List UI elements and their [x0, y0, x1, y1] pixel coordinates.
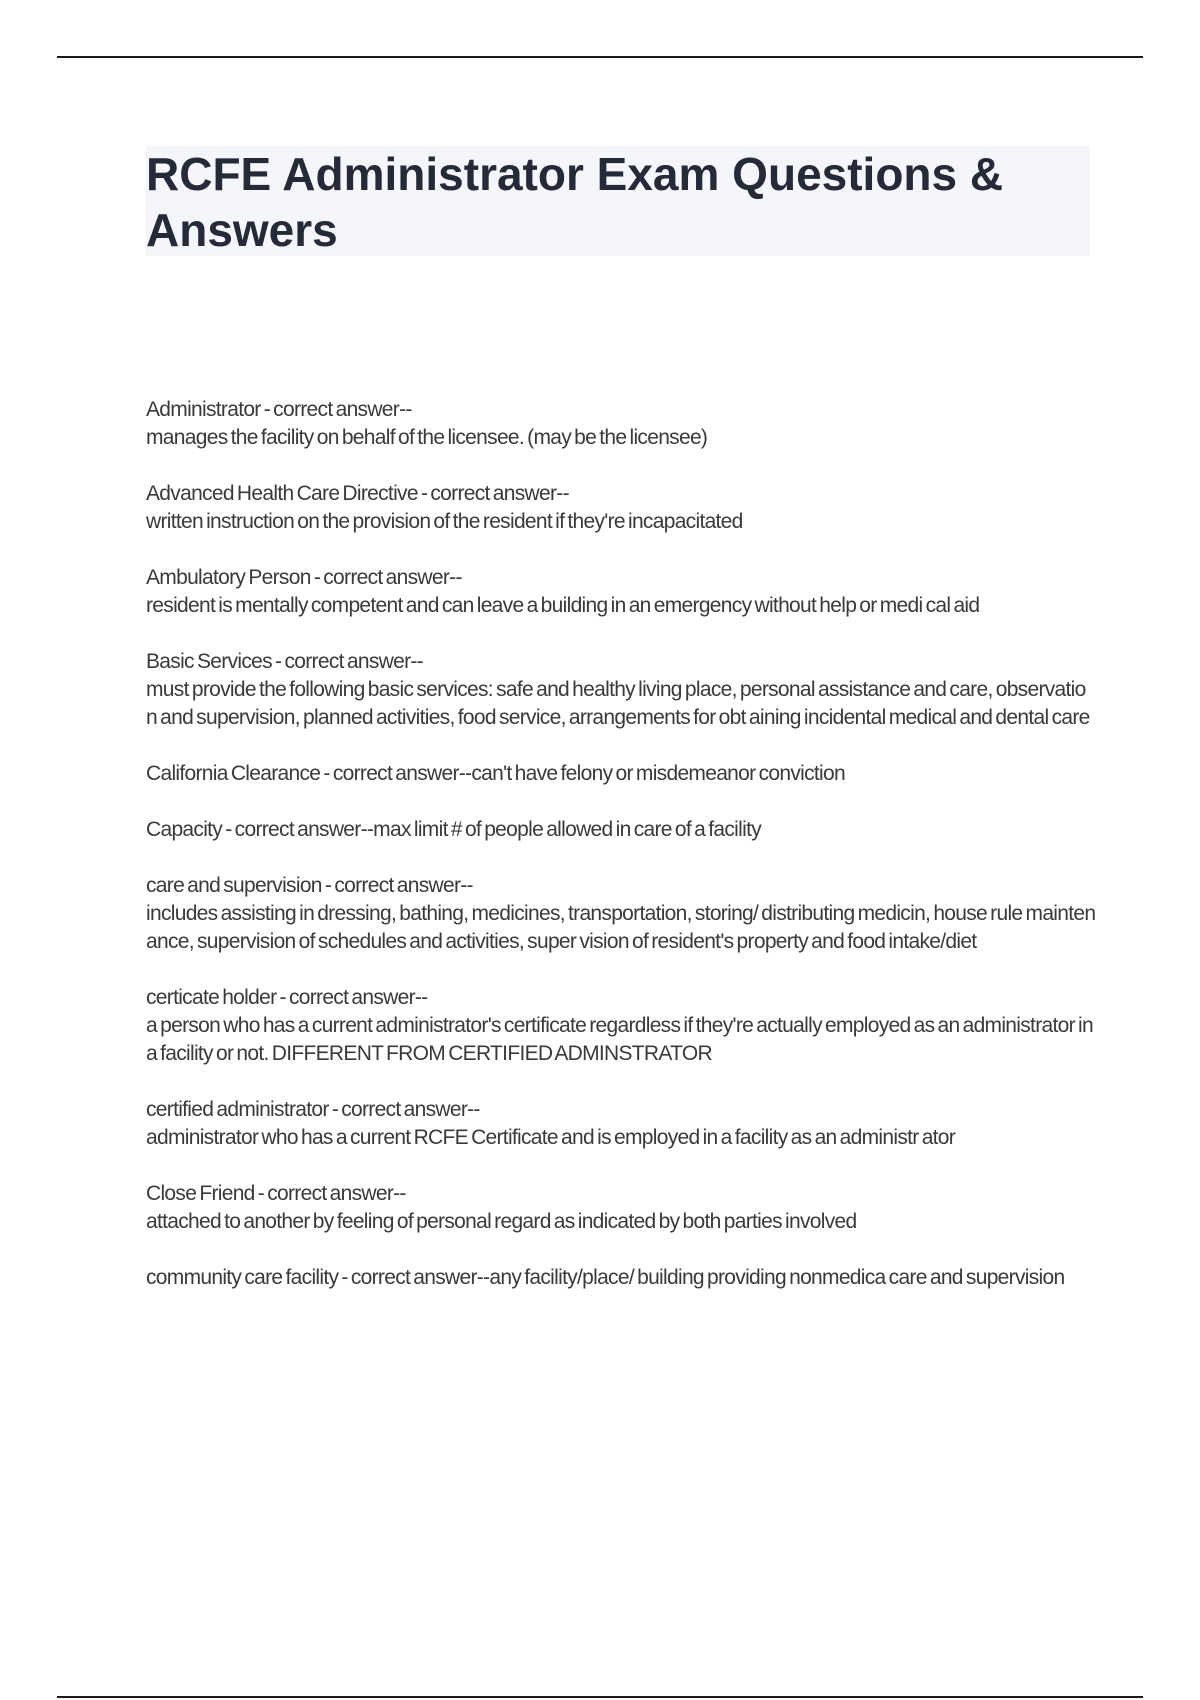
entry-definition: includes assisting in dressing, bathing, medicines, transportation, storing/ distributing medicin, house rule maintenance, supervision of schedules and activities, super vision of resident's property and food intake/diet: [146, 902, 1096, 953]
entry-definition: administrator who has a current RCFE Certificate and is employed in a facility as an administr ator: [146, 1126, 956, 1149]
entry: [146, 984, 1096, 1068]
entry-term: Capacity: [146, 818, 223, 841]
document-title: RCFE Administrator Exam Questions & Answers: [146, 148, 1004, 256]
entry: [146, 396, 1096, 452]
entry-term: Ambulatory Person: [146, 566, 311, 589]
entry-term: Close Friend: [146, 1182, 255, 1205]
entry-definition: manages the facility on behalf of the licensee. (may be the licensee): [146, 426, 708, 449]
entry-separator: - correct answer--: [338, 1266, 490, 1289]
entry: [146, 480, 1096, 536]
entry: [146, 760, 1096, 788]
entry-definition: must provide the following basic services: safe and healthy living place, personal assistance and care, observation and supervision, planned activities, food service, arrangements for obt aining incidental medical and dental care: [146, 678, 1090, 729]
bottom-rule: [57, 1696, 1143, 1698]
entry-list: [146, 396, 1096, 1320]
entry: [146, 1096, 1096, 1152]
entry-separator: - correct answer--: [254, 1182, 406, 1205]
entry-term: Basic Services: [146, 650, 272, 673]
entry-definition: can't have felony or misdemeanor conviction: [471, 762, 845, 785]
entry: [146, 648, 1096, 732]
entry-term: certified administrator: [146, 1098, 329, 1121]
top-rule: [57, 56, 1143, 58]
entry-separator: - correct answer--: [310, 566, 462, 589]
entry-term: care and supervision: [146, 874, 322, 897]
entry-definition: resident is mentally competent and can leave a building in an emergency without help or medi cal aid: [146, 594, 980, 617]
entry: [146, 816, 1096, 844]
entry-term: certicate holder: [146, 986, 277, 1009]
entry-separator: - correct answer--: [328, 1098, 480, 1121]
entry: [146, 564, 1096, 620]
entry-definition: attached to another by feeling of personal regard as indicated by both parties involved: [146, 1210, 857, 1233]
entry-definition: any facility/place/ building providing nonmedica care and supervision: [489, 1266, 1065, 1289]
entry-term: Administrator: [146, 398, 261, 421]
entry-term: California Clearance: [146, 762, 321, 785]
entry-definition: a person who has a current administrator's certificate regardless if they're actually employed as an administrator in a facility or not. DIFFERENT FROM CERTIFIED ADMINSTRATOR: [146, 1014, 1093, 1065]
entry-definition: written instruction on the provision of the resident if they're incapacitated: [146, 510, 743, 533]
entry-separator: - correct answer--: [276, 986, 428, 1009]
entry-separator: - correct answer--: [321, 874, 473, 897]
entry-separator: - correct answer--: [417, 482, 569, 505]
entry-definition: max limit # of people allowed in care of a facility: [373, 818, 762, 841]
entry-term: community care facility: [146, 1266, 339, 1289]
entry-term: Advanced Health Care Directive: [146, 482, 418, 505]
entry: [146, 872, 1096, 956]
entry-separator: - correct answer--: [320, 762, 472, 785]
entry-separator: - correct answer--: [260, 398, 412, 421]
entry-separator: - correct answer--: [222, 818, 374, 841]
entry: [146, 1264, 1096, 1292]
entry: [146, 1180, 1096, 1236]
entry-separator: - correct answer--: [271, 650, 423, 673]
